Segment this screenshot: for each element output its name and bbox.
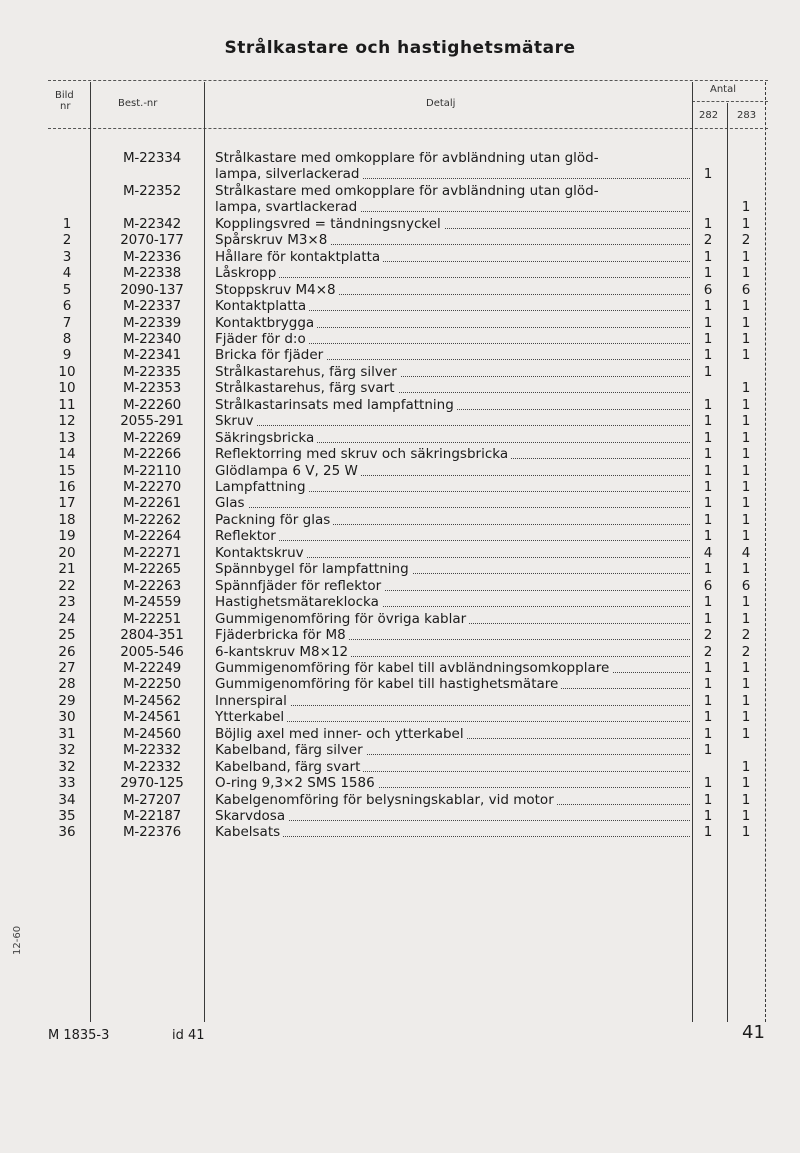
best-nr-cell: 2005-546 [120, 643, 184, 660]
detalj-cell [215, 315, 690, 332]
detalj-cell [215, 150, 690, 167]
antal-283-cell: 1 [741, 758, 751, 775]
detalj-cell [215, 364, 690, 381]
header-col-283: 283 [737, 110, 757, 121]
table-row [0, 298, 800, 315]
best-nr-cell: M-22265 [122, 561, 182, 578]
detalj-cell [215, 676, 690, 693]
detalj-text: Låskropp [215, 265, 279, 281]
detalj-cell [215, 216, 690, 233]
bild-nr-cell: 29 [58, 692, 76, 709]
antal-282-cell: 1 [703, 413, 713, 430]
antal-283-cell: 1 [741, 215, 751, 232]
best-nr-cell: M-22266 [122, 446, 182, 463]
table-row [0, 282, 800, 299]
best-nr-cell: M-22342 [122, 215, 182, 232]
antal-283-cell: 1 [741, 495, 751, 512]
table-row [0, 611, 800, 628]
table-row [0, 183, 800, 200]
bild-nr-cell: 32 [58, 758, 76, 775]
table-row [0, 463, 800, 480]
best-nr-cell: M-22340 [122, 330, 182, 347]
antal-283-cell: 1 [741, 199, 751, 216]
best-nr-cell: 2804-351 [120, 627, 184, 644]
detalj-text: Innerspiral [215, 693, 290, 709]
antal-282-cell: 1 [703, 248, 713, 265]
best-nr-cell: M-22270 [122, 479, 182, 495]
table-row [0, 512, 800, 529]
detalj-text: Lampfattning [215, 479, 309, 495]
detalj-text: Stoppskruv M4×8 [215, 282, 339, 298]
best-nr-cell: M-22263 [122, 577, 182, 594]
antal-283-cell: 6 [741, 281, 751, 298]
bild-nr-cell: 31 [58, 725, 76, 742]
best-nr-cell: M-22249 [122, 659, 182, 676]
best-nr-cell: M-22337 [122, 298, 182, 315]
leader-dots [215, 540, 690, 541]
detalj-cell [215, 430, 690, 447]
table-row [0, 347, 800, 364]
detalj-cell [215, 578, 690, 595]
bild-nr-cell: 10 [58, 363, 76, 380]
bild-nr-cell: 19 [58, 528, 76, 545]
detalj-cell [215, 627, 690, 644]
bild-nr-cell: 10 [58, 380, 76, 397]
table-row [0, 495, 800, 512]
antal-282-cell: 1 [703, 594, 713, 611]
best-nr-cell: M-22251 [122, 610, 182, 627]
detalj-cell [215, 808, 690, 825]
antal-283-cell: 1 [741, 380, 751, 397]
header-best-nr: Best.-nr [118, 98, 158, 109]
detalj-cell [215, 479, 690, 496]
detalj-cell [215, 265, 690, 282]
detalj-text: Kontaktskruv [215, 545, 307, 561]
detalj-text: Spännbygel för lampfattning [215, 561, 412, 577]
table-row [0, 545, 800, 562]
antal-282-cell: 1 [703, 479, 713, 495]
detalj-text: Skruv [215, 413, 256, 429]
detalj-cell [215, 331, 690, 348]
antal-282-cell: 1 [703, 742, 713, 759]
best-nr-cell: M-22352 [122, 182, 182, 199]
antal-283-cell: 2 [741, 627, 751, 644]
best-nr-cell: 2090-137 [120, 281, 184, 298]
antal-282-cell: 1 [703, 775, 713, 792]
bild-nr-cell: 11 [58, 396, 76, 413]
table-row [0, 759, 800, 776]
table-row [0, 808, 800, 825]
detalj-text: Kontaktbrygga [215, 315, 317, 331]
antal-282-cell: 1 [703, 363, 713, 380]
detalj-text: Hastighetsmätareklocka [215, 594, 382, 610]
detalj-cell [215, 232, 690, 249]
detalj-cell [215, 545, 690, 562]
detalj-text: Gummigenomföring för övriga kablar [215, 611, 469, 627]
best-nr-cell: M-22250 [122, 676, 182, 693]
best-nr-cell: M-22335 [122, 363, 182, 380]
leader-dots [215, 836, 690, 837]
best-nr-cell: M-22339 [122, 314, 182, 331]
detalj-cell [215, 594, 690, 611]
header-detalj: Detalj [426, 98, 456, 109]
table-row [0, 331, 800, 348]
detalj-cell [215, 792, 690, 809]
best-nr-cell: M-22338 [122, 265, 182, 282]
best-nr-cell: M-24561 [122, 709, 182, 726]
best-nr-cell: M-24562 [122, 692, 182, 709]
bild-nr-cell: 24 [58, 610, 76, 627]
antal-282-cell: 1 [703, 692, 713, 709]
antal-283-cell: 1 [741, 347, 751, 364]
bild-nr-cell: 18 [58, 511, 76, 528]
bild-nr-cell: 7 [62, 314, 72, 331]
detalj-text: Gummigenomföring för kabel till avbländningsomkopplare [215, 660, 612, 676]
table-row [0, 216, 800, 233]
detalj-cell [215, 397, 690, 414]
best-nr-cell: M-22332 [122, 742, 182, 759]
best-nr-cell: M-24559 [122, 594, 182, 611]
bild-nr-cell: 28 [58, 676, 76, 693]
header-bild: Bild [55, 90, 74, 101]
bild-nr-cell: 12 [58, 413, 76, 430]
table-row [0, 315, 800, 332]
table-row [0, 775, 800, 792]
detalj-text: 6-kantskruv M8×12 [215, 644, 351, 660]
antal-282-cell: 1 [703, 808, 713, 824]
antal-282-cell: 1 [703, 791, 713, 808]
bild-nr-cell: 5 [62, 281, 72, 298]
antal-282-cell: 1 [703, 495, 713, 512]
antal-282-cell: 6 [703, 281, 713, 298]
detalj-cell [215, 463, 690, 480]
bild-nr-cell: 16 [58, 479, 76, 495]
antal-283-cell: 1 [741, 396, 751, 413]
table-row [0, 594, 800, 611]
table-row [0, 528, 800, 545]
best-nr-cell: M-22271 [122, 544, 182, 561]
leader-dots [215, 425, 690, 426]
detalj-cell [215, 282, 690, 299]
antal-282-cell: 1 [703, 429, 713, 446]
antal-282-cell: 1 [703, 659, 713, 676]
table-row [0, 824, 800, 841]
detalj-cell [215, 775, 690, 792]
detalj-cell [215, 528, 690, 545]
antal-282-cell: 1 [703, 330, 713, 347]
antal-283-cell: 1 [741, 824, 751, 841]
table-row [0, 413, 800, 430]
antal-282-cell: 1 [703, 528, 713, 545]
best-nr-cell: M-22262 [122, 511, 182, 528]
table-row [0, 430, 800, 447]
antal-283-cell: 1 [741, 511, 751, 528]
table-row [0, 166, 800, 183]
table-row [0, 479, 800, 496]
antal-282-cell: 1 [703, 824, 713, 841]
antal-282-cell: 4 [703, 544, 713, 561]
best-nr-cell: M-22332 [122, 758, 182, 775]
table-row [0, 792, 800, 809]
bild-nr-cell: 33 [58, 775, 76, 792]
detalj-text: Kabelband, färg svart [215, 759, 363, 775]
bild-nr-cell: 32 [58, 742, 76, 759]
detalj-text: Gummigenomföring för kabel till hastighetsmätare [215, 676, 561, 692]
antal-282-cell: 1 [703, 462, 713, 479]
antal-282-cell: 1 [703, 298, 713, 315]
detalj-text: Kabelsats [215, 824, 283, 840]
detalj-text: Spårskruv M3×8 [215, 232, 330, 248]
antal-283-cell: 1 [741, 248, 751, 265]
table-row [0, 265, 800, 282]
antal-282-cell: 2 [703, 643, 713, 660]
antal-283-cell: 1 [741, 594, 751, 611]
antal-283-cell: 1 [741, 659, 751, 676]
bild-nr-cell: 25 [58, 627, 76, 644]
antal-283-cell: 6 [741, 577, 751, 594]
best-nr-cell: 2970-125 [120, 775, 184, 792]
antal-282-cell: 1 [703, 396, 713, 413]
detalj-text: Skarvdosa [215, 808, 288, 824]
antal-282-cell: 1 [703, 265, 713, 282]
antal-282-cell: 1 [703, 166, 713, 183]
page-title: Strålkastare och hastighetsmätare [224, 38, 576, 58]
detalj-cell [215, 166, 690, 183]
table-row [0, 232, 800, 249]
detalj-cell [215, 660, 690, 677]
antal-283-cell: 1 [741, 561, 751, 578]
antal-283-cell: 1 [741, 528, 751, 545]
best-nr-cell: M-22334 [122, 150, 182, 166]
antal-282-cell: 1 [703, 215, 713, 232]
antal-282-cell: 1 [703, 446, 713, 463]
bild-nr-cell: 17 [58, 495, 76, 512]
detalj-cell [215, 611, 690, 628]
detalj-cell [215, 824, 690, 841]
detalj-text: lampa, svartlackerad [215, 199, 360, 215]
antal-283-cell: 1 [741, 709, 751, 726]
table-row [0, 660, 800, 677]
detalj-text: Strålkastarehus, färg svart [215, 380, 398, 396]
table-row [0, 446, 800, 463]
detalj-text: O-ring 9,3×2 SMS 1586 [215, 775, 378, 791]
antal-282-cell: 1 [703, 314, 713, 331]
table-row [0, 627, 800, 644]
table-row [0, 249, 800, 266]
bild-nr-cell: 36 [58, 824, 76, 841]
antal-282-cell: 1 [703, 725, 713, 742]
bild-nr-cell: 35 [58, 808, 76, 824]
bild-nr-cell: 14 [58, 446, 76, 463]
best-nr-cell: M-22269 [122, 429, 182, 446]
header-bottom-rule [48, 128, 768, 129]
detalj-cell [215, 561, 690, 578]
antal-283-cell: 1 [741, 314, 751, 331]
detalj-text: lampa, silverlackerad [215, 166, 362, 182]
table-row [0, 693, 800, 710]
table-row [0, 726, 800, 743]
bild-nr-cell: 8 [62, 330, 72, 347]
detalj-cell [215, 512, 690, 529]
table-top-rule [48, 80, 768, 81]
antal-283-cell: 1 [741, 413, 751, 430]
antal-283-cell: 1 [741, 791, 751, 808]
detalj-text: Reflektor [215, 528, 279, 544]
bild-nr-cell: 1 [62, 215, 72, 232]
antal-282-cell: 1 [703, 610, 713, 627]
table-row [0, 150, 800, 167]
antal-283-cell: 1 [741, 775, 751, 792]
best-nr-cell: M-24560 [122, 725, 182, 742]
best-nr-cell: M-22353 [122, 380, 182, 397]
detalj-text: Hållare för kontaktplatta [215, 249, 383, 265]
antal-283-cell: 4 [741, 544, 751, 561]
best-nr-cell: M-22110 [122, 462, 182, 479]
detalj-cell [215, 742, 690, 759]
antal-282-cell: 6 [703, 577, 713, 594]
detalj-text: Kontaktplatta [215, 298, 309, 314]
antal-sub-rule [692, 101, 768, 102]
table-row [0, 742, 800, 759]
bild-nr-cell: 22 [58, 577, 76, 594]
detalj-cell [215, 446, 690, 463]
detalj-text: Spännfjäder för reflektor [215, 578, 384, 594]
page-number: 41 [742, 1022, 765, 1043]
table-row [0, 644, 800, 661]
detalj-text: Ytterkabel [215, 709, 287, 725]
detalj-text: Fjäderbricka för M8 [215, 627, 349, 643]
bild-nr-cell: 4 [62, 265, 72, 282]
detalj-text: Packning för glas [215, 512, 333, 528]
leader-dots [215, 277, 690, 278]
footer-reference: id 41 [172, 1028, 205, 1043]
detalj-cell [215, 347, 690, 364]
table-row [0, 709, 800, 726]
table-row [0, 676, 800, 693]
table-row [0, 561, 800, 578]
detalj-text: Strålkastare med omkopplare för avbländning utan glöd- [215, 183, 602, 199]
detalj-cell [215, 183, 690, 200]
bild-nr-cell: 26 [58, 643, 76, 660]
detalj-text: Reflektorring med skruv och säkringsbricka [215, 446, 511, 462]
bild-nr-cell: 27 [58, 659, 76, 676]
antal-283-cell: 2 [741, 643, 751, 660]
bild-nr-cell: 20 [58, 544, 76, 561]
bild-nr-cell: 9 [62, 347, 72, 364]
detalj-text: Strålkastarehus, färg silver [215, 364, 400, 380]
antal-283-cell: 2 [741, 232, 751, 249]
antal-282-cell: 1 [703, 347, 713, 364]
bild-nr-cell: 6 [62, 298, 72, 315]
antal-283-cell: 1 [741, 725, 751, 742]
detalj-cell [215, 199, 690, 216]
bild-nr-cell: 34 [58, 791, 76, 808]
bild-nr-cell: 21 [58, 561, 76, 578]
bild-nr-cell: 30 [58, 709, 76, 726]
best-nr-cell: M-22261 [122, 495, 182, 512]
table-row [0, 578, 800, 595]
detalj-cell [215, 693, 690, 710]
antal-283-cell: 1 [741, 330, 751, 347]
detalj-cell [215, 644, 690, 661]
best-nr-cell: M-22264 [122, 528, 182, 545]
antal-283-cell: 1 [741, 692, 751, 709]
detalj-cell [215, 380, 690, 397]
detalj-text: Glas [215, 495, 248, 511]
table-row [0, 397, 800, 414]
antal-282-cell: 2 [703, 627, 713, 644]
bild-nr-cell: 13 [58, 429, 76, 446]
bild-nr-cell: 3 [62, 248, 72, 265]
detalj-text: Glödlampa 6 V, 25 W [215, 463, 361, 479]
detalj-text: Kabelgenomföring för belysningskablar, vid motor [215, 792, 557, 808]
leader-dots [215, 507, 690, 508]
detalj-text: Fjäder för d:o [215, 331, 309, 347]
antal-283-cell: 1 [741, 446, 751, 463]
antal-283-cell: 1 [741, 479, 751, 495]
best-nr-cell: M-22260 [122, 396, 182, 413]
margin-print-mark: 12-60 [12, 925, 23, 955]
footer-doc-id: M 1835-3 [48, 1028, 110, 1043]
detalj-text: Kabelband, färg silver [215, 742, 366, 758]
detalj-text: Strålkastarinsats med lampfattning [215, 397, 457, 413]
header-col-282: 282 [699, 110, 719, 121]
antal-283-cell: 1 [741, 429, 751, 446]
antal-283-cell: 1 [741, 676, 751, 693]
header-bild-nr: nr [60, 101, 71, 112]
antal-283-cell: 1 [741, 298, 751, 315]
header-antal: Antal [710, 84, 737, 95]
antal-283-cell: 1 [741, 265, 751, 282]
bild-nr-cell: 15 [58, 462, 76, 479]
detalj-text: Böjlig axel med inner- och ytterkabel [215, 726, 467, 742]
detalj-text: Säkringsbricka [215, 430, 317, 446]
detalj-cell [215, 298, 690, 315]
detalj-text: Strålkastare med omkopplare för avbländning utan glöd- [215, 150, 602, 166]
antal-282-cell: 2 [703, 232, 713, 249]
detalj-cell [215, 249, 690, 266]
table-row [0, 380, 800, 397]
antal-283-cell: 1 [741, 462, 751, 479]
bild-nr-cell: 23 [58, 594, 76, 611]
detalj-cell [215, 709, 690, 726]
best-nr-cell: M-22187 [122, 808, 182, 824]
antal-282-cell: 1 [703, 561, 713, 578]
best-nr-cell: M-22336 [122, 248, 182, 265]
best-nr-cell: M-22376 [122, 824, 182, 841]
best-nr-cell: 2070-177 [120, 232, 184, 249]
best-nr-cell: M-27207 [122, 791, 182, 808]
detalj-text: Bricka för fjäder [215, 347, 326, 363]
antal-282-cell: 1 [703, 511, 713, 528]
detalj-cell [215, 413, 690, 430]
best-nr-cell: M-22341 [122, 347, 182, 364]
detalj-cell [215, 759, 690, 776]
antal-283-cell: 1 [741, 610, 751, 627]
detalj-text: Kopplingsvred = tändningsnyckel [215, 216, 444, 232]
table-row [0, 199, 800, 216]
detalj-cell [215, 495, 690, 512]
antal-282-cell: 1 [703, 676, 713, 693]
antal-282-cell: 1 [703, 709, 713, 726]
best-nr-cell: 2055-291 [120, 413, 184, 430]
detalj-cell [215, 726, 690, 743]
bild-nr-cell: 2 [62, 232, 72, 249]
table-row [0, 364, 800, 381]
antal-283-cell: 1 [741, 808, 751, 824]
